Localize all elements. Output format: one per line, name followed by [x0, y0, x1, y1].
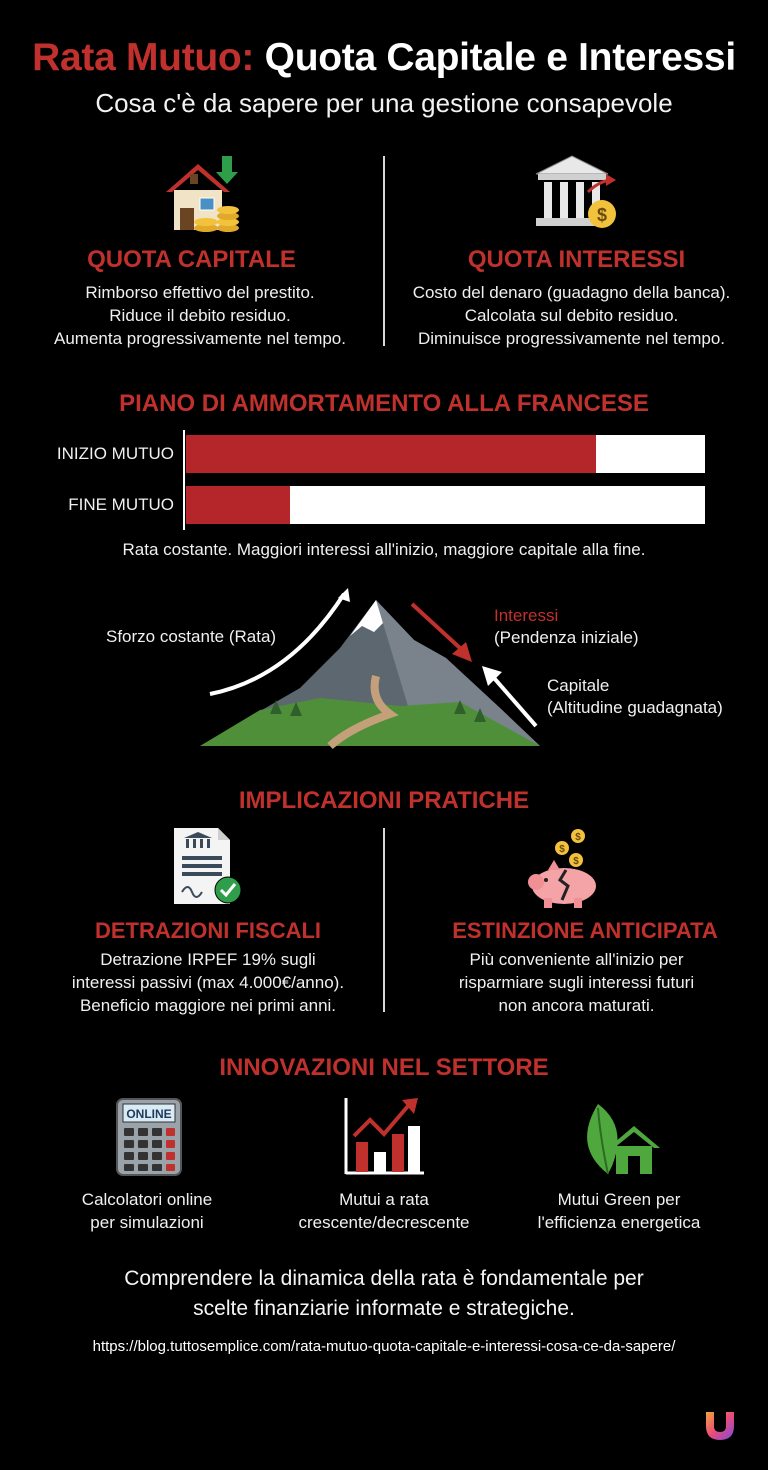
quota-capitale-text — [0, 281, 400, 350]
quota-interessi-line: Costo del denaro (guadagno della banca). — [412, 283, 731, 302]
quota-interessi-heading: QUOTA INTERESSI — [467, 246, 686, 273]
quota-capitale-line: Riduce il debito residuo. — [109, 306, 291, 325]
innovazione-line: Calcolatori online — [81, 1190, 213, 1209]
piano-heading: PIANO DI AMMORTAMENTO ALLA FRANCESE — [119, 390, 649, 417]
detrazioni-line: Beneficio maggiore nei primi anni. — [79, 996, 337, 1015]
interessi-arrow — [408, 600, 478, 664]
capitale-sub-label: (Altitudine guadagnata) — [547, 698, 723, 717]
capitale-label: Capitale — [547, 676, 610, 695]
piano-caption: Rata costante. Maggiori interessi all'inizio, maggiore capitale alla fine. — [122, 540, 646, 559]
house-coins-icon — [160, 154, 244, 234]
footer-statement — [0, 1264, 768, 1324]
detrazioni-line: interessi passivi (max 4.000€/anno). — [71, 973, 345, 992]
quota-interessi-text — [375, 281, 768, 350]
page-subtitle: Cosa c'è da sapere per una gestione consapevole — [95, 88, 673, 118]
svg-text:$: $ — [596, 205, 608, 225]
interessi-label: Interessi — [494, 606, 559, 625]
svg-text:$: $ — [575, 832, 581, 843]
innovazione-line: l'efficienza energetica — [537, 1213, 701, 1232]
quota-interessi-line: Diminuisce progressivamente nel tempo. — [417, 329, 726, 348]
page-title — [0, 36, 768, 80]
svg-text:$: $ — [573, 856, 579, 867]
brand-logo — [700, 1404, 740, 1444]
footer-line: Comprendere la dinamica della rata è fondamentale per — [124, 1267, 644, 1290]
estinzione-line: Più conveniente all'inizio per — [469, 950, 684, 969]
innovazione-line: Mutui Green per — [557, 1190, 681, 1209]
title-red: Rata Mutuo: — [32, 36, 255, 79]
implicazioni-heading: IMPLICAZIONI PRATICHE — [238, 787, 530, 814]
bar-fine-mutuo — [186, 486, 705, 524]
sforzo-label: Sforzo costante (Rata) — [106, 627, 277, 646]
calculator-icon — [116, 1098, 182, 1176]
innovazione-green-text — [519, 1188, 719, 1234]
innovazione-line: Mutui a rata — [339, 1190, 429, 1209]
green-house-leaf-icon — [578, 1096, 660, 1178]
innovazione-calcolatori-text — [47, 1188, 247, 1234]
capitale-arrow — [480, 664, 542, 730]
innovazione-line: per simulazioni — [90, 1213, 204, 1232]
svg-text:$: $ — [559, 844, 565, 855]
estinzione-line: non ancora maturati. — [498, 996, 655, 1015]
innovazioni-heading: INNOVAZIONI NEL SETTORE — [219, 1054, 549, 1081]
bar-interessi-inizio — [186, 435, 596, 473]
bar-growth-chart-icon — [342, 1096, 426, 1176]
innovazione-line: crescente/decrescente — [298, 1213, 470, 1232]
interessi-sub-label: (Pendenza iniziale) — [494, 628, 639, 647]
footer-line: scelte finanziarie informate e strategiche. — [193, 1297, 575, 1320]
title-white: Quota Capitale e Interessi — [264, 36, 736, 79]
bar-label-fine: FINE MUTUO — [68, 495, 174, 514]
quota-interessi-line: Calcolata sul debito residuo. — [464, 306, 679, 325]
detrazioni-heading: DETRAZIONI FISCALI — [94, 918, 322, 943]
bank-dollar-icon — [532, 152, 622, 236]
quota-capitale-heading: QUOTA CAPITALE — [87, 246, 296, 273]
detrazioni-text — [0, 948, 416, 1017]
estinzione-heading: ESTINZIONE ANTICIPATA — [452, 918, 718, 943]
source-url[interactable]: https://blog.tuttosemplice.com/rata-mutuo-quota-capitale-e-interessi-cosa-ce-da-sapere/ — [92, 1338, 676, 1355]
quota-capitale-line: Aumenta progressivamente nel tempo. — [54, 329, 346, 348]
innovazione-rata-text — [284, 1188, 484, 1234]
piggy-bank-icon — [524, 826, 606, 910]
quota-capitale-line: Rimborso effettivo del prestito. — [85, 283, 315, 302]
estinzione-line: risparmiare sugli interessi futuri — [458, 973, 695, 992]
bar-interessi-fine — [186, 486, 290, 524]
calculator-screen-text: ONLINE — [126, 1107, 172, 1121]
bar-inizio-mutuo — [186, 435, 705, 473]
detrazioni-line: Detrazione IRPEF 19% sugli — [100, 950, 316, 969]
chart-axis — [183, 430, 185, 530]
bar-label-inizio: INIZIO MUTUO — [56, 444, 174, 463]
tax-document-icon — [170, 826, 246, 908]
estinzione-text — [385, 948, 768, 1017]
